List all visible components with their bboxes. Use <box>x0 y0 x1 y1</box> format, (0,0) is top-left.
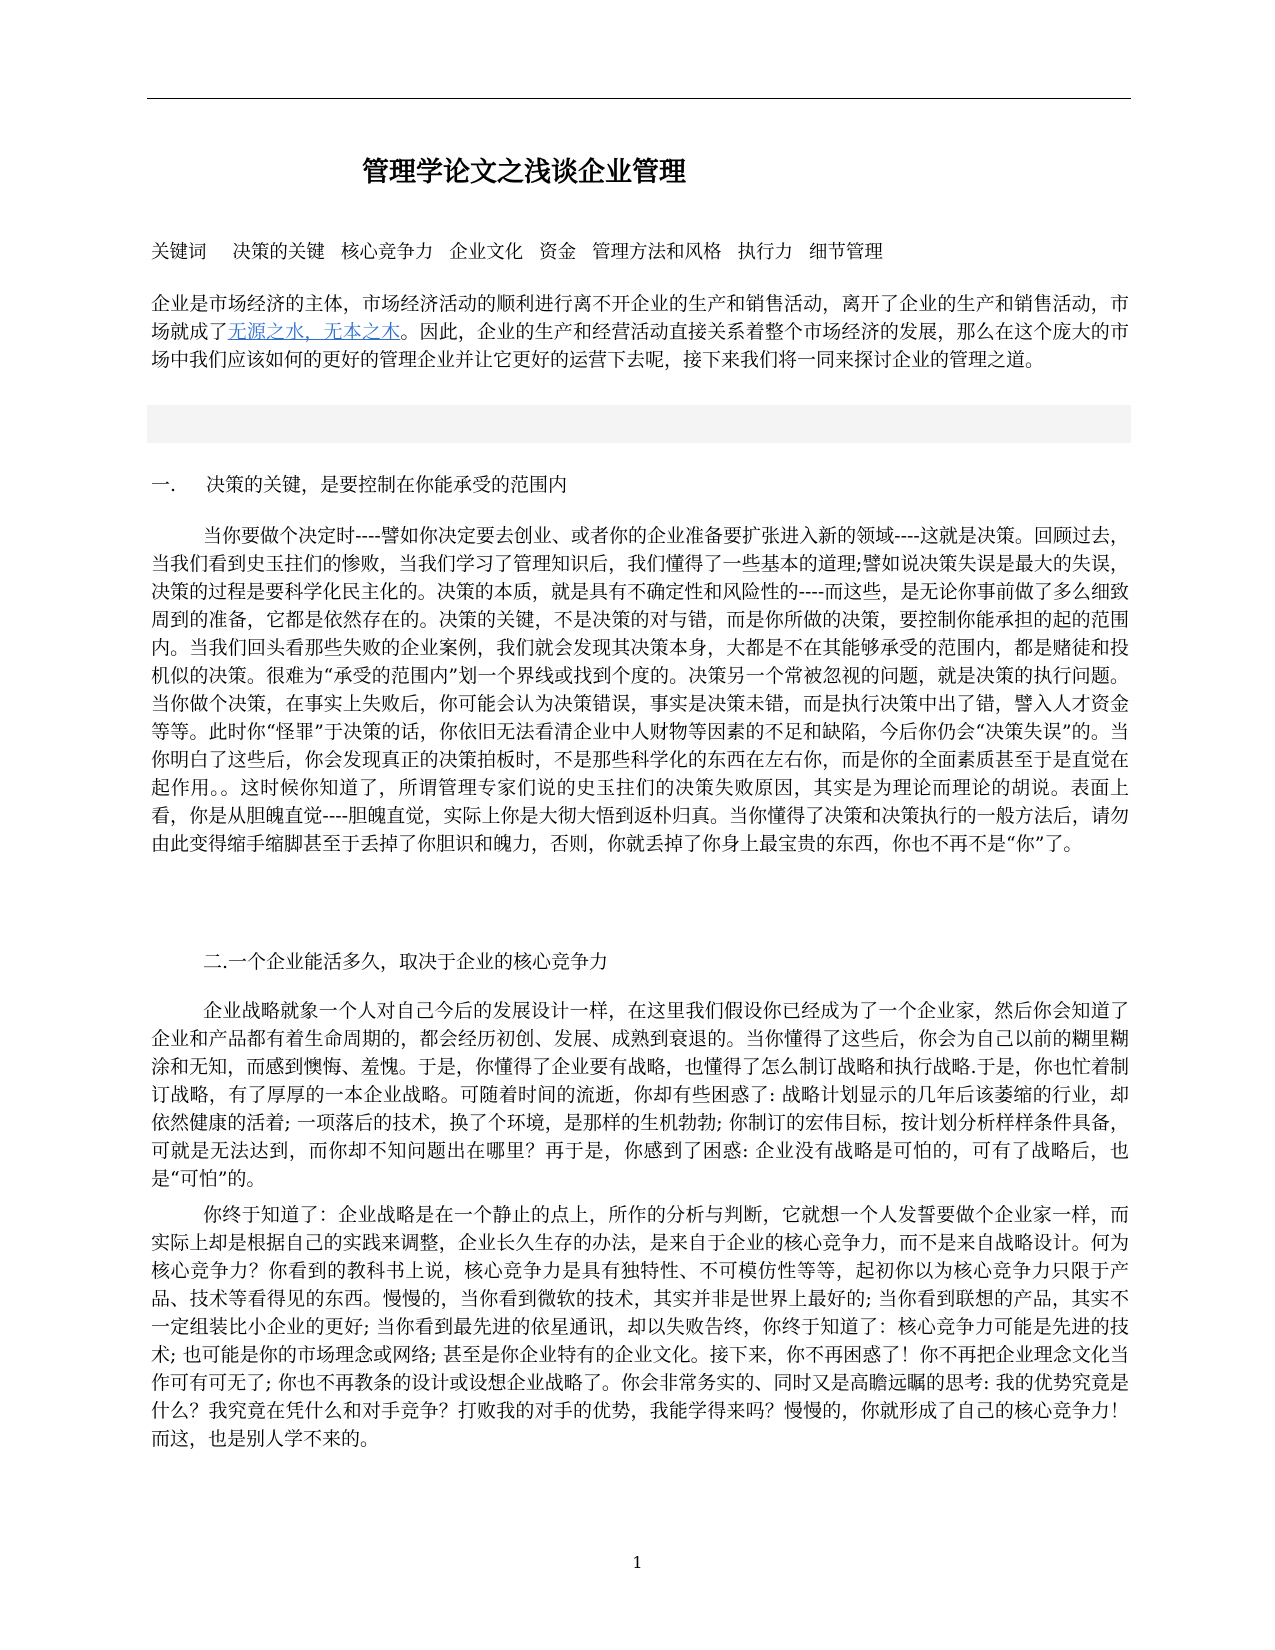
page-number: 1 <box>632 1553 643 1572</box>
keyword-item: 企业文化 <box>449 242 524 263</box>
section-2-paragraph-1: 企业战略就象一个人对自己今后的发展设计一样，在这里我们假设你已经成为了一个企业家，然后你会知道了企业和产品都有着生命周期的，都会经历初创、发展、成熟到衰退的。当你懂得了这些后，你会为自己以前的糊里糊涂和无知，而感到懊悔、羞愧。于是，你懂得了企业要有战略，也懂得了怎么制订战略和执行战略.于是，你也忙着制订战略，有了厚厚的一本企业战略。可随着时间的流逝，你却有些困惑了: 战略计划显示的几年后该萎缩的行业，却依然健康的活着; 一项落后的技术，换了个环境，是那样的生机勃勃; 你制订的宏伟目标，按计划分析样样条件具备，可就是无法达到，而你却不知问题出在哪里？再于是，你感到了困惑: 企业没有战略是可怕的，可有了战略后，也是“可怕”的。 <box>151 1000 1129 1190</box>
intro-text-after: 。因此，企业的生产和经营活动直接关系着整个市场经济的发展，那么在这个庞大的市场中我们应该如何的更好的管理企业并让它更好的运营下去呢，接下来我们将一同来探讨企业的管理之道。 <box>151 321 1129 371</box>
keyword-item: 细节管理 <box>808 242 883 263</box>
section-1-paragraph: 当你要做个决定时----譬如你决定要去创业、或者你的企业准备要扩张进入新的领域----这就是决策。回顾过去，当我们看到史玉拄们的惨败，当我们学习了管理知识后，我们懂得了一些基本的道理;譬如说决策失误是最大的失误，决策的过程是要科学化民主化的。决策的本质，就是具有不确定性和风险性的----而这些，是无论你事前做了多么细致周到的准备，它都是依然存在的。决策的关键，不是决策的对与错，而是你所做的决策，要控制你能承担的起的范围内。当我们回头看那些失败的企业案例，我们就会发现其决策本身，大都是不在其能够承受的范围内，都是赌徒和投机似的决策。很难为“承受的范围内”划一个界线或找到个度的。决策另一个常被忽视的问题，就是决策的执行问题。当你做个决策，在事实上失败后，你可能会认为决策错误，事实是决策未错，而是执行决策中出了错，譬入人才资金等等。此时你“怪罪”于决策的话，你依旧无法看清企业中人财物等因素的不足和缺陷，今后你仍会“决策失误”的。当你明白了这些后，你会发现真正的决策拍板时，不是那些科学化的东西在左右你，而是你的全面素质甚至于是直觉在起作用。。这时候你知道了，所谓管理专家们说的史玉拄们的决策失败原因，其实是为理论而理论的胡说。表面上看，你是从胆魄直觉----胆魄直觉，实际上你是大彻大悟到返朴归真。当你懂得了决策和决策执行的一般方法后，请勿由此变得缩手缩脚甚至于丢掉了你胆识和魄力，否则，你就丢掉了你身上最宝贵的东西，你也不再不是“你”了。 <box>151 525 1129 855</box>
page-title: 管理学论文之浅谈企业管理 <box>362 157 686 188</box>
section-1-number: 一. <box>151 474 177 496</box>
gray-separator-band <box>147 405 1131 443</box>
section-2-heading: 二.一个企业能活多久，取决于企业的核心竞争力 <box>203 951 609 973</box>
idiom-link[interactable]: 无源之水，无本之木 <box>227 321 401 343</box>
keyword-item: 核心竞争力 <box>340 242 434 263</box>
keyword-item: 资金 <box>539 242 577 263</box>
keyword-item: 管理方法和风格 <box>592 242 722 263</box>
keyword-item: 执行力 <box>737 242 793 263</box>
keywords-label: 关键词 <box>151 242 207 263</box>
keyword-item: 决策的关键 <box>232 242 325 263</box>
intro-text-before: 企业是市场经济的主体，市场经济活动的顺利进行离不开企业的生产和销售活动，离开了企业的生产和销售活动，市场就成了 <box>151 293 1129 343</box>
section-1-heading <box>151 470 567 497</box>
intro-paragraph <box>151 290 1129 374</box>
section-1-heading-text: 决策的关键，是要控制在你能承受的范围内 <box>206 474 568 496</box>
keywords-line <box>151 238 893 264</box>
header-rule <box>147 98 1131 99</box>
section-2-paragraph-2: 你终于知道了：企业战略是在一个静止的点上，所作的分析与判断，它就想一个人发誓要做个企业家一样，而实际上却是根据自己的实践来调整，企业长久生存的办法，是来自于企业的核心竞争力，而不是来自战略设计。何为核心竞争力？你看到的教科书上说，核心竞争力是具有独特性、不可模仿性等等，起初你以为核心竞争力只限于产品、技术等看得见的东西。慢慢的，当你看到微软的技术，其实并非是世界上最好的; 当你看到联想的产品，其实不一定组装比小企业的更好; 当你看到最先进的依星通讯，却以失败告终，你终于知道了：核心竞争力可能是先进的技术; 也可能是你的市场理念或网络; 甚至是你企业特有的企业文化。接下来，你不再困惑了！你不再把企业理念文化当作可有可无了; 你也不再教条的设计或设想企业战略了。你会非常务实的、同时又是高瞻远瞩的思考: 我的优势究竟是什么？我究竟在凭什么和对手竞争？打败我的对手的优势，我能学得来吗？慢慢的，你就形成了自己的核心竞争力！而这，也是别人学不来的。 <box>151 1204 1129 1450</box>
